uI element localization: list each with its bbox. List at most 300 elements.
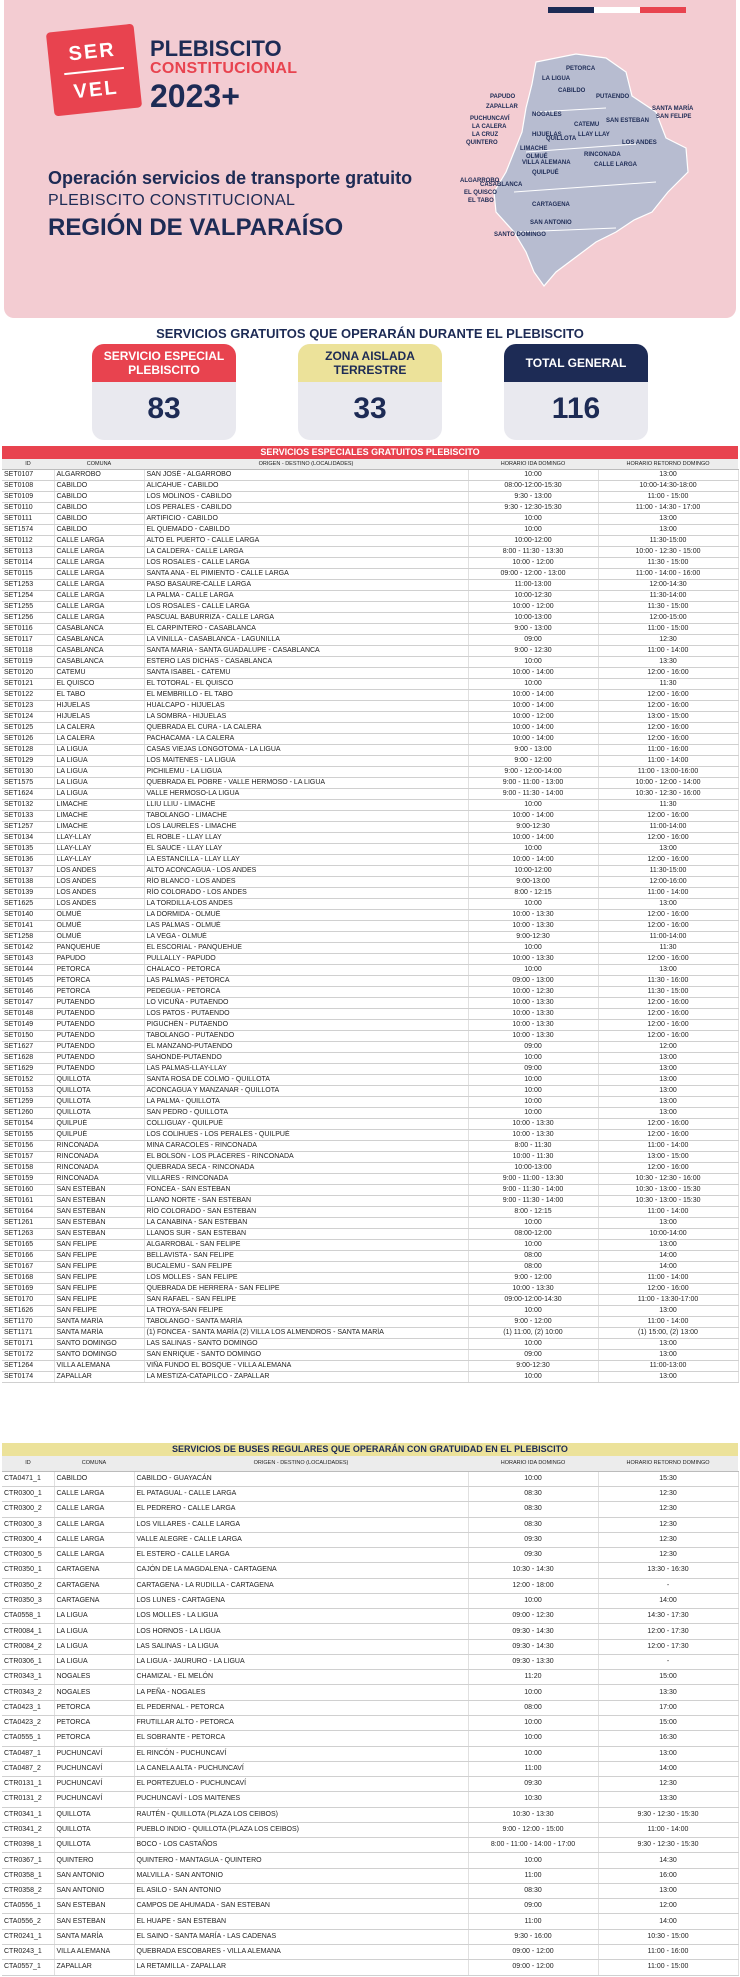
table-cell: 11:00 - 15:00 xyxy=(598,492,738,503)
table-row xyxy=(2,1339,738,1350)
table-cell: QUILLOTA xyxy=(54,1086,144,1097)
table-cell: SET0137 xyxy=(2,866,54,877)
table-cell: VALLE ALEGRE - CALLE LARGA xyxy=(134,1532,468,1547)
table-cell: LIMACHE xyxy=(54,822,144,833)
table-cell: 10:30 - 12:30 - 16:00 xyxy=(598,1174,738,1185)
table-row xyxy=(2,1960,738,1975)
table-row xyxy=(2,470,738,481)
table-cell: LOS MOLINOS - CABILDO xyxy=(144,492,468,503)
table-cell: LAS PALMAS - PETORCA xyxy=(144,976,468,987)
table-cell: 12:00 - 16:00 xyxy=(598,1163,738,1174)
table-cell: TABOLANGO - SANTA MARÍA xyxy=(144,1317,468,1328)
map-label: OLMUÉ xyxy=(526,154,548,160)
table-cell: PUEBLO INDIO - QUILLOTA (PLAZA LOS CEIBOS) xyxy=(134,1822,468,1837)
table-cell: SAN ENRIQUE - SANTO DOMINGO xyxy=(144,1350,468,1361)
table-cell: 12:00 - 16:00 xyxy=(598,811,738,822)
table-cell: 12:00 - 16:00 xyxy=(598,723,738,734)
table-cell: EL SOBRANTE - PETORCA xyxy=(134,1731,468,1746)
table-cell: SET0158 xyxy=(2,1163,54,1174)
table-cell: LA CALDERA - CALLE LARGA xyxy=(144,547,468,558)
table-cell: 11:30 - 15:00 xyxy=(598,987,738,998)
table-cell: 9:00 - 11:30 - 14:00 xyxy=(468,789,598,800)
table-cell: CTR0350_3 xyxy=(2,1593,54,1608)
table-cell: CALLE LARGA xyxy=(54,1487,134,1502)
table-row xyxy=(2,1262,738,1273)
special-services-table xyxy=(2,459,739,1383)
table-cell: 12:00 - 16:00 xyxy=(598,690,738,701)
table-cell: SANTA ROSA DE COLMO - QUILLOTA xyxy=(144,1075,468,1086)
table-cell: RINCONADA xyxy=(54,1152,144,1163)
table-cell: LOS ANDES xyxy=(54,888,144,899)
table-cell: SET0133 xyxy=(2,811,54,822)
table-cell: 10:00 xyxy=(468,965,598,976)
table-cell: 9:00 - 12:30 xyxy=(468,646,598,657)
table-cell: 11:00 - 14:00 xyxy=(598,1273,738,1284)
table-cell: LA LIGUA - JAURURO - LA LIGUA xyxy=(134,1654,468,1669)
table-cell: 8:00 - 11:00 - 14:00 - 17:00 xyxy=(468,1838,598,1853)
table-cell: 13:00 - 15:00 xyxy=(598,712,738,723)
table-row xyxy=(2,1624,738,1639)
table-cell: 11:00 xyxy=(468,1868,598,1883)
table-cell: VILLA ALEMANA xyxy=(54,1361,144,1372)
table-cell: SAN FELIPE xyxy=(54,1295,144,1306)
table-cell: CHAMIZAL - EL MELÓN xyxy=(134,1670,468,1685)
map-label: HIJUELAS xyxy=(532,132,562,138)
table-cell: LA ESTANCILLA - LLAY LLAY xyxy=(144,855,468,866)
table-cell: SAN FELIPE xyxy=(54,1262,144,1273)
table-cell: SET1629 xyxy=(2,1064,54,1075)
map-label: PUCHUNCAVÍ xyxy=(470,116,510,122)
table-cell: 9:30 - 12:30 - 15:30 xyxy=(598,1838,738,1853)
table-cell: CTR0300_1 xyxy=(2,1487,54,1502)
table-row xyxy=(2,1487,738,1502)
table-cell: 12:00-14:30 xyxy=(598,580,738,591)
table-cell: LA CALERA xyxy=(54,723,144,734)
special-services-section xyxy=(2,446,738,1383)
table-cell: SET0159 xyxy=(2,1174,54,1185)
map-label: SAN ESTEBAN xyxy=(606,118,650,124)
table-cell: 10:00 - 14:00 xyxy=(468,734,598,745)
table-row xyxy=(2,492,738,503)
table-cell: 09:00 - 12:00 xyxy=(468,1945,598,1960)
table-cell: 14:00 xyxy=(598,1761,738,1776)
table-cell: SAN FELIPE xyxy=(54,1240,144,1251)
table-cell: EL ESTERO - CALLE LARGA xyxy=(134,1548,468,1563)
table-cell: CTR0300_3 xyxy=(2,1517,54,1532)
table-cell: 10:00 - 12:30 xyxy=(468,987,598,998)
table-cell: LA LIGUA xyxy=(54,767,144,778)
table-cell: 09:30 - 14:30 xyxy=(468,1639,598,1654)
table-cell: EL QUISCO xyxy=(54,679,144,690)
table-cell: ARTIFICIO - CABILDO xyxy=(144,514,468,525)
table-cell: EL HUAPE - SAN ESTEBAN xyxy=(134,1914,468,1929)
table-cell: CABILDO - GUAYACÁN xyxy=(134,1471,468,1486)
table-cell: QUILLOTA xyxy=(54,1807,134,1822)
table-cell: SET0172 xyxy=(2,1350,54,1361)
table-cell: PICHILEMU - LA LIGUA xyxy=(144,767,468,778)
column-header: COMUNA xyxy=(54,1456,134,1471)
table-cell: EL SAINO - SANTA MARÍA - LAS CADENAS xyxy=(134,1929,468,1944)
table-header-row xyxy=(2,1456,738,1471)
table-cell: CTA0558_1 xyxy=(2,1609,54,1624)
table-cell: SET0108 xyxy=(2,481,54,492)
table-row xyxy=(2,954,738,965)
table-cell: 11:30 - 15:00 xyxy=(598,602,738,613)
table-row xyxy=(2,1548,738,1563)
table-cell: 08:00 xyxy=(468,1262,598,1273)
table-cell: 9:00 - 13:00 xyxy=(468,624,598,635)
table-cell: 11:00 - 13:30-17:00 xyxy=(598,1295,738,1306)
table-row xyxy=(2,1654,738,1669)
table-cell: SET0146 xyxy=(2,987,54,998)
table-cell: SAN ANTONIO xyxy=(54,1868,134,1883)
table-cell: SET1626 xyxy=(2,1306,54,1317)
table-cell: PUTAENDO xyxy=(54,1020,144,1031)
map-label: SANTA MARÍA xyxy=(652,106,694,112)
table-cell: LA SOMBRA - HIJUELAS xyxy=(144,712,468,723)
plebiscito-line2: CONSTITUCIONAL xyxy=(150,60,298,77)
table-cell: SET0144 xyxy=(2,965,54,976)
column-header: ORIGEN - DESTINO (LOCALIDADES) xyxy=(144,459,468,470)
table-cell: 10:00 xyxy=(468,1731,598,1746)
table-row xyxy=(2,481,738,492)
table-row xyxy=(2,1532,738,1547)
table-cell: QUEBRADA EL POBRE - VALLE HERMOSO - LA LIGUA xyxy=(144,778,468,789)
table-row xyxy=(2,1792,738,1807)
table-row xyxy=(2,1609,738,1624)
table-cell: CARTAGENA xyxy=(54,1578,134,1593)
table-cell: 09:00 - 12:30 xyxy=(468,1609,598,1624)
table-cell: PUCHUNCAVÍ xyxy=(54,1746,134,1761)
table-row xyxy=(2,899,738,910)
table-cell: 08:00-12:00 xyxy=(468,1229,598,1240)
summary-box-label: TOTAL GENERAL xyxy=(504,344,648,382)
table-cell: 10:00 xyxy=(468,943,598,954)
table-cell: LOS PERALES - CABILDO xyxy=(144,503,468,514)
table-cell: 11:30 - 15:00 xyxy=(598,558,738,569)
table-cell: OLMUÉ xyxy=(54,932,144,943)
table-cell: SAN PEDRO - QUILLOTA xyxy=(144,1108,468,1119)
map-label: LA LIGUA xyxy=(542,76,571,82)
table-cell: PUTAENDO xyxy=(54,1053,144,1064)
map-label: EL TABO xyxy=(468,198,494,204)
table-cell: 10:00 - 13:30 xyxy=(468,1009,598,1020)
table-row xyxy=(2,1777,738,1792)
table-row xyxy=(2,1108,738,1119)
table-cell: LIMACHE xyxy=(54,800,144,811)
map-label: PETORCA xyxy=(566,66,596,72)
table-cell: 10:00 - 14:00 xyxy=(468,701,598,712)
table-cell: 08:30 xyxy=(468,1517,598,1532)
table-cell: 13:00 xyxy=(598,1097,738,1108)
table-cell: 13:00 xyxy=(598,1306,738,1317)
table-cell: SET0130 xyxy=(2,767,54,778)
table-cell: SET0145 xyxy=(2,976,54,987)
table-cell: 12:00 - 17:30 xyxy=(598,1624,738,1639)
table-cell: 8:00 - 12:15 xyxy=(468,888,598,899)
table-cell: CASABLANCA xyxy=(54,646,144,657)
table-cell: SET0169 xyxy=(2,1284,54,1295)
table-cell: 9:00 - 12:00 xyxy=(468,1317,598,1328)
table-cell: 13:00 xyxy=(598,1086,738,1097)
table-cell: CALLE LARGA xyxy=(54,613,144,624)
table-cell: CATEMU xyxy=(54,668,144,679)
table-cell: CALLE LARGA xyxy=(54,1532,134,1547)
summary-box-label: SERVICIO ESPECIAL PLEBISCITO xyxy=(92,344,236,382)
table-row xyxy=(2,1075,738,1086)
summary-box-especial xyxy=(92,344,236,440)
table-cell: 13:00 xyxy=(598,1339,738,1350)
table-cell: SET1257 xyxy=(2,822,54,833)
table-cell: SET0168 xyxy=(2,1273,54,1284)
table-cell: LA CALERA xyxy=(54,734,144,745)
table-cell: 13:30 - 16:30 xyxy=(598,1563,738,1578)
table-cell: CTR0300_2 xyxy=(2,1502,54,1517)
table-cell: 10:00 xyxy=(468,1339,598,1350)
table-cell: SET0109 xyxy=(2,492,54,503)
table-cell: 13:00 xyxy=(598,1075,738,1086)
table-cell: 10:00 xyxy=(468,800,598,811)
table-cell: LOS HORNOS - LA LIGUA xyxy=(134,1624,468,1639)
table-cell: - xyxy=(598,1578,738,1593)
table-cell: 10:00 - 14:00 xyxy=(468,811,598,822)
table-cell: 12:00 - 16:00 xyxy=(598,1009,738,1020)
table-cell: LOS VILLARES - CALLE LARGA xyxy=(134,1517,468,1532)
table-cell: 10:00 - 14:00 xyxy=(468,690,598,701)
column-header: ID xyxy=(2,1456,54,1471)
table-cell: PETORCA xyxy=(54,987,144,998)
table-cell: PIGUCHÉN - PUTAENDO xyxy=(144,1020,468,1031)
table-cell: 10:00 - 12:30 - 15:00 xyxy=(598,547,738,558)
table-cell: SET0147 xyxy=(2,998,54,1009)
table-cell: PUCHUNCAVÍ xyxy=(54,1792,134,1807)
table-cell: SET0166 xyxy=(2,1251,54,1262)
table-row xyxy=(2,514,738,525)
table-cell: BUCALEMU - SAN FELIPE xyxy=(144,1262,468,1273)
plebiscito-line1: PLEBISCITO xyxy=(150,36,282,61)
table-row xyxy=(2,855,738,866)
table-cell: 11:00 xyxy=(468,1914,598,1929)
table-cell: ZAPALLAR xyxy=(54,1960,134,1975)
table-cell: SET1574 xyxy=(2,525,54,536)
table-cell: SAN ESTEBAN xyxy=(54,1185,144,1196)
table-cell: 12:30 xyxy=(598,1548,738,1563)
table-cell: 12:00 xyxy=(598,1899,738,1914)
table-cell: 10:00-12:00 xyxy=(468,536,598,547)
table-cell: 10:00 xyxy=(468,1053,598,1064)
table-cell: OLMUÉ xyxy=(54,910,144,921)
table-cell: ALTO EL PUERTO - CALLE LARGA xyxy=(144,536,468,547)
table-cell: TABOLANGO - PUTAENDO xyxy=(144,1031,468,1042)
table-cell: PUCHUNCAVÍ xyxy=(54,1761,134,1776)
table-row xyxy=(2,712,738,723)
header-banner xyxy=(4,0,736,318)
table-row xyxy=(2,1685,738,1700)
table-cell: 10:00 xyxy=(468,657,598,668)
table-cell: EL CARPINTERO - CASABLANCA xyxy=(144,624,468,635)
table-cell: PUCHUNCAVÍ - LOS MAITENES xyxy=(134,1792,468,1807)
column-header: ID xyxy=(2,459,54,470)
table-cell: CARTAGENA xyxy=(54,1593,134,1608)
table-cell: 13:00 xyxy=(598,1746,738,1761)
table-cell: 10:00 xyxy=(468,1471,598,1486)
table-cell: SET1255 xyxy=(2,602,54,613)
table-row xyxy=(2,778,738,789)
table-row xyxy=(2,1273,738,1284)
table-cell: SET0148 xyxy=(2,1009,54,1020)
table-cell: PETORCA xyxy=(54,1731,134,1746)
table-cell: CTR0358_1 xyxy=(2,1868,54,1883)
table-cell: SET1627 xyxy=(2,1042,54,1053)
table-cell: 10:00 xyxy=(468,1853,598,1868)
table-cell: SET0134 xyxy=(2,833,54,844)
table-cell: PUTAENDO xyxy=(54,1009,144,1020)
table-cell: 11:00-13:00 xyxy=(468,580,598,591)
table-cell: 13:00 xyxy=(598,525,738,536)
table-cell: SET1259 xyxy=(2,1097,54,1108)
table-cell: 10:00 - 14:00 xyxy=(468,833,598,844)
table-row xyxy=(2,1218,738,1229)
table-cell: 13:00 xyxy=(598,514,738,525)
table-cell: 10:00 - 11:30 xyxy=(468,1152,598,1163)
table-cell: LA LIGUA xyxy=(54,745,144,756)
table-cell: CASABLANCA xyxy=(54,624,144,635)
table-cell: 09:00-12:00-14:30 xyxy=(468,1295,598,1306)
table-cell: LOS ROSALES - CALLE LARGA xyxy=(144,602,468,613)
table-cell: 14:30 - 17:30 xyxy=(598,1609,738,1624)
table-cell: 10:00-14:00 xyxy=(598,1229,738,1240)
table-cell: SET0160 xyxy=(2,1185,54,1196)
table-row xyxy=(2,1883,738,1898)
table-cell: VALLE HERMOSO-LA LIGUA xyxy=(144,789,468,800)
table-cell: SET1261 xyxy=(2,1218,54,1229)
map-label: SANTO DOMINGO xyxy=(494,232,546,238)
table-cell: 11:00 - 15:00 xyxy=(598,1960,738,1975)
map-label: VILLA ALEMANA xyxy=(522,160,571,166)
table-cell: EL ESCORIAL - PANQUEHUE xyxy=(144,943,468,954)
page-title: Operación servicios de transporte gratuito xyxy=(48,168,413,188)
table-cell: LA LIGUA xyxy=(54,1654,134,1669)
table-cell: CARTAGENA xyxy=(54,1563,134,1578)
table-cell: PETORCA xyxy=(54,1700,134,1715)
table-cell: CALLE LARGA xyxy=(54,569,144,580)
table-cell: 11:00-13:00 xyxy=(598,1361,738,1372)
table-cell: 11:00 - 15:00 xyxy=(598,624,738,635)
table-cell: RÍO COLORADO - SAN ESTEBAN xyxy=(144,1207,468,1218)
table-cell: 11:00 - 14:00 xyxy=(598,1141,738,1152)
table-cell: CTA0556_1 xyxy=(2,1899,54,1914)
summary-box-total xyxy=(504,344,648,440)
table-cell: 9:00 - 11:00 - 13:00 xyxy=(468,778,598,789)
column-header: HORARIO RETORNO DOMINGO xyxy=(598,459,738,470)
table-cell: 10:00 - 13:30 xyxy=(468,1020,598,1031)
table-cell: 09:00 xyxy=(468,1350,598,1361)
table-cell: 17:00 xyxy=(598,1700,738,1715)
table-cell: EL SAUCE - LLAY LLAY xyxy=(144,844,468,855)
table-cell: CTA0423_2 xyxy=(2,1716,54,1731)
table-cell: CALLE LARGA xyxy=(54,591,144,602)
table-cell: SET0136 xyxy=(2,855,54,866)
summary-box-value: 116 xyxy=(551,392,601,425)
table-cell: PUCHUNCAVÍ xyxy=(54,1777,134,1792)
table-cell: 11:00 - 13:00-16:00 xyxy=(598,767,738,778)
table-cell: CABILDO xyxy=(54,514,144,525)
region-map-shape xyxy=(456,52,726,292)
table-row xyxy=(2,1185,738,1196)
table-cell: LA PEÑA - NOGALES xyxy=(134,1685,468,1700)
table-cell: PANQUEHUE xyxy=(54,943,144,954)
table-cell: CTA0423_1 xyxy=(2,1700,54,1715)
table-cell: 11:30-15:00 xyxy=(598,536,738,547)
table-row xyxy=(2,1240,738,1251)
table-cell: CALLE LARGA xyxy=(54,602,144,613)
table-cell: CALLE LARGA xyxy=(54,547,144,558)
table-cell: SANTA ANA - EL PIMIENTO - CALLE LARGA xyxy=(144,569,468,580)
table-cell: 10:00 xyxy=(468,1240,598,1251)
table-row xyxy=(2,525,738,536)
table-row xyxy=(2,1350,738,1361)
table-cell: LAS SALINAS - LA LIGUA xyxy=(134,1639,468,1654)
table-row xyxy=(2,1563,738,1578)
table-cell: 09:30 xyxy=(468,1548,598,1563)
table-row xyxy=(2,1009,738,1020)
table-cell: SET0143 xyxy=(2,954,54,965)
table-cell: HUALCAPO - HIJUELAS xyxy=(144,701,468,712)
table-cell: LO VICUÑA - PUTAENDO xyxy=(144,998,468,1009)
table-cell: 10:00 - 12:00 xyxy=(468,602,598,613)
table-cell: SET0126 xyxy=(2,734,54,745)
table-cell: 11:00 - 14:00 xyxy=(598,646,738,657)
table-cell: 11:30 - 16:00 xyxy=(598,976,738,987)
table-cell: SET0107 xyxy=(2,470,54,481)
table-row xyxy=(2,1152,738,1163)
column-header: COMUNA xyxy=(54,459,144,470)
table-cell: 09:00 - 13:00 xyxy=(468,976,598,987)
table-cell: SET0140 xyxy=(2,910,54,921)
table-row xyxy=(2,701,738,712)
table-cell: 09:30 xyxy=(468,1777,598,1792)
table-row xyxy=(2,1306,738,1317)
table-cell: 10:00-13:00 xyxy=(468,613,598,624)
table-cell: 12:30 xyxy=(598,635,738,646)
table-cell: 12:00 - 16:00 xyxy=(598,954,738,965)
table-row xyxy=(2,1838,738,1853)
table-cell: SET0156 xyxy=(2,1141,54,1152)
table-cell: ACONCAGUA Y MANZANAR - QUILLOTA xyxy=(144,1086,468,1097)
table-cell: 08:30 xyxy=(468,1487,598,1502)
table-cell: 11:00 - 14:00 xyxy=(598,756,738,767)
table-cell: 10:00-14:30-18:00 xyxy=(598,481,738,492)
table-cell: LLANO NORTE - SAN ESTEBAN xyxy=(144,1196,468,1207)
table-cell: LA LIGUA xyxy=(54,756,144,767)
table-cell: QUEBRADA DE HERRERA - SAN FELIPE xyxy=(144,1284,468,1295)
table-cell: QUINTERO xyxy=(54,1853,134,1868)
table-cell: 12:00 - 16:00 xyxy=(598,734,738,745)
table-cell: ESTERO LAS DICHAS - CASABLANCA xyxy=(144,657,468,668)
table-cell: 09:30 - 13:30 xyxy=(468,1654,598,1669)
table-cell: 11:00-14:00 xyxy=(598,822,738,833)
table-row xyxy=(2,1746,738,1761)
table-cell: 13:00 xyxy=(598,1053,738,1064)
table-row xyxy=(2,503,738,514)
table-cell: SAN ESTEBAN xyxy=(54,1914,134,1929)
table-cell: 12:00 - 16:00 xyxy=(598,701,738,712)
table-cell: CTR0241_1 xyxy=(2,1929,54,1944)
table-cell: SET0132 xyxy=(2,800,54,811)
table-cell: CABILDO xyxy=(54,492,144,503)
table-cell: EL BOLSÓN - LOS PLACERES - RINCONADA xyxy=(144,1152,468,1163)
table-cell: CTR0341_1 xyxy=(2,1807,54,1822)
